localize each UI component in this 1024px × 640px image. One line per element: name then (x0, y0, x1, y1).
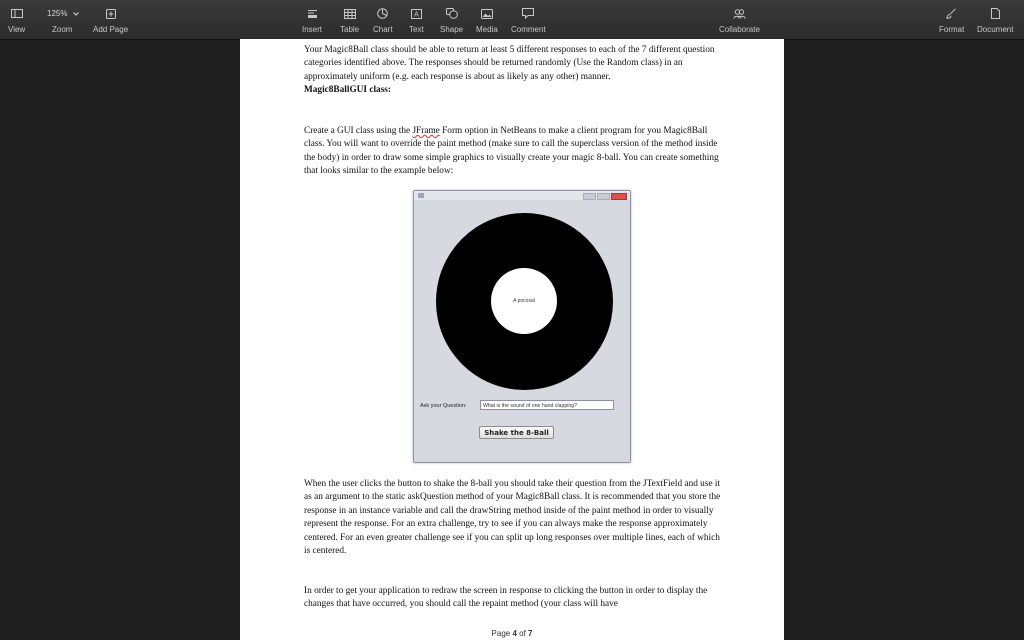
window-controls (583, 193, 627, 200)
paragraph-repaint (304, 585, 724, 612)
add-page-button[interactable] (93, 6, 128, 34)
window-titlebar (414, 191, 630, 200)
document-icon (991, 8, 1000, 19)
view-button[interactable] (8, 6, 25, 34)
shape-icon (446, 8, 458, 19)
example-app-window (413, 190, 631, 463)
ask-question-label: Ask your Question: (420, 403, 467, 409)
paragraph-button-behavior (304, 478, 724, 558)
paragraph-text: When the user clicks the button to shake the 8-ball you should take their question from the JTextField and use it as an argument to the static askQuestion method of your Magic8Ball class. It is recommended that you store the response in an instance variable and call the drawString method inside of the paint method in order to visually represent the response. For an extra challenge, try to see if you can always make the response approximately centered. For an even greater challenge see if you can split up long responses over multiple lines, each of which is centered. (304, 479, 721, 557)
ball-response-text: A pocosal (513, 298, 535, 304)
comment-icon (522, 8, 534, 19)
format-label: Format (939, 25, 965, 34)
collaborate-label: Collaborate (719, 25, 760, 34)
misspelled-word: JFrame (412, 126, 440, 136)
document-label: Document (977, 25, 1014, 34)
document-button[interactable] (977, 6, 1013, 34)
paragraph-gui-class (304, 125, 724, 179)
shape-label: Shape (440, 25, 464, 34)
question-input: What is the sound of one hand clapping? (480, 400, 614, 410)
maximize-icon (597, 193, 610, 200)
insert-label: Insert (302, 25, 323, 34)
page-current: 4 (512, 629, 517, 638)
paragraph-text (304, 125, 724, 179)
table-button[interactable] (340, 6, 359, 34)
paragraph-text: Your Magic8Ball class should be able to return at least 5 different responses to each of the 7 different question categories identified above. The responses should be returned randomly (Use the Random class) in an approximately uniform (e.g. each response is about as likely as any other) manner. (304, 45, 715, 82)
shake-button: Shake the 8-Ball (479, 426, 554, 439)
comment-button[interactable] (511, 6, 546, 34)
chart-icon (377, 8, 388, 19)
page-separator: of (516, 629, 529, 638)
close-icon (611, 193, 627, 200)
zoom-value: 125% (47, 9, 68, 18)
media-label: Media (476, 25, 498, 34)
zoom-dropdown[interactable] (47, 6, 79, 21)
view-icon (11, 9, 23, 18)
svg-text:A: A (413, 11, 419, 18)
text-span: Create a GUI class using the (304, 126, 413, 136)
add-page-icon (106, 9, 116, 19)
paragraph-text: In order to get your application to redraw the screen in response to clicking the button in order to display the changes that have occurred, you should call the repaint method (your class will have (304, 586, 708, 610)
view-label: View (8, 25, 26, 34)
table-label: Table (340, 25, 360, 34)
media-icon (481, 9, 493, 19)
page-total: 7 (528, 629, 533, 638)
text-box-icon (411, 9, 422, 19)
insert-icon (307, 9, 318, 19)
collaborate-icon (733, 9, 746, 19)
java-app-icon (418, 193, 424, 198)
page-prefix: Page (491, 629, 513, 638)
text-span: Form option in NetBeans to make a client program for you Magic8Ball class. You will want to override the paint method (make sure to call the superclass version of the method inside the body) in order to draw some simple graphics to visually create your magic 8-ball. You can create something that looks similar to the example below: (304, 126, 719, 177)
text-label: Text (409, 25, 424, 34)
comment-label: Comment (511, 25, 546, 34)
chart-label: Chart (373, 25, 393, 34)
section-heading: Magic8BallGUI class: (304, 85, 392, 96)
magic-8-ball (436, 213, 613, 390)
insert-button[interactable] (302, 6, 322, 34)
chevron-down-icon (73, 12, 79, 16)
document-page[interactable] (240, 39, 784, 640)
collaborate-button[interactable] (719, 6, 760, 34)
zoom-control[interactable] (47, 6, 79, 34)
paragraph-responses (304, 44, 724, 98)
page-indicator (240, 629, 784, 638)
minimize-icon (583, 193, 596, 200)
media-button[interactable] (476, 6, 498, 34)
ball-response-window (491, 268, 557, 334)
format-brush-icon (946, 8, 957, 19)
table-icon (344, 9, 356, 19)
chart-button[interactable] (373, 6, 393, 34)
shape-button[interactable] (440, 6, 463, 34)
add-page-label: Add Page (93, 25, 129, 34)
zoom-label: Zoom (52, 25, 73, 34)
format-button[interactable] (939, 6, 964, 34)
toolbar (0, 0, 1024, 40)
text-button[interactable] (409, 6, 424, 34)
